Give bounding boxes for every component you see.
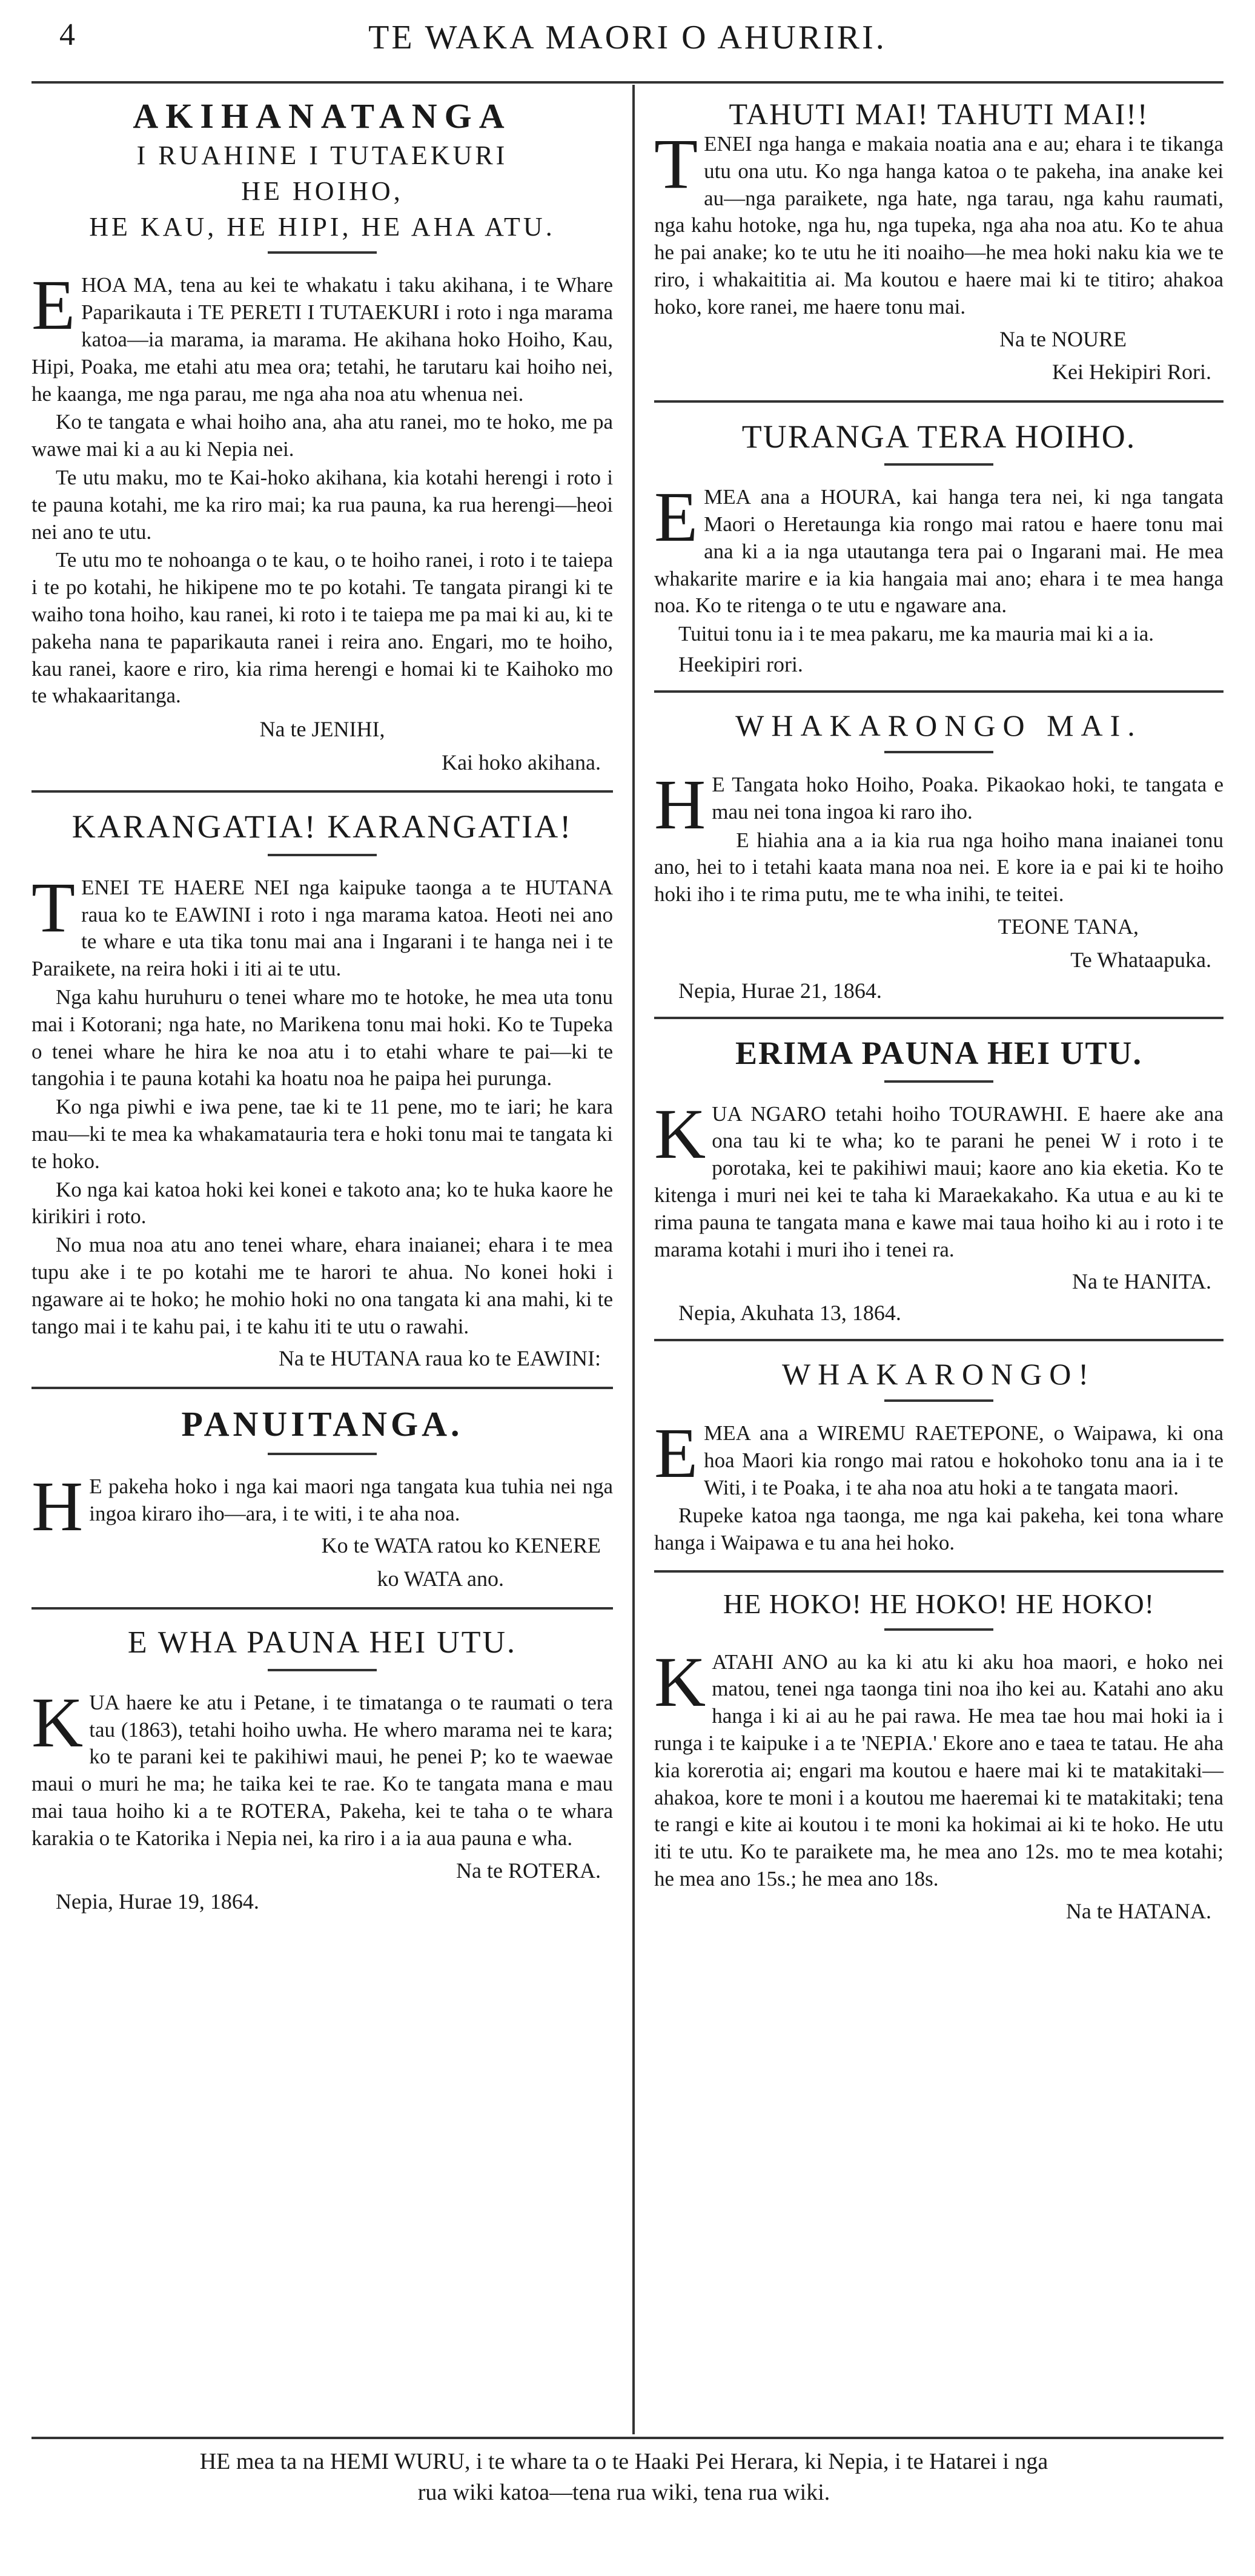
dateline: Nepia, Hurae 21, 1864. [678, 979, 882, 1003]
notice-title: TAHUTI MAI! TAHUTI MAI!! [729, 97, 1149, 131]
notice-whakarongo-mai [654, 708, 1224, 1003]
notice-body [654, 1413, 1224, 1557]
running-head [0, 8, 1255, 63]
signature: Na te HATANA. [1065, 1898, 1211, 1923]
paragraph: Ko nga piwhi e iwa pene, tae ki te 11 pene, mo te iari; he kara mau—ki te mea ka whakamatauria tera e hoki tonu mai te tangata ki te hoko. [31, 1095, 613, 1173]
section-rule [654, 690, 1224, 693]
paragraph: Tuitui tonu ia i te mea pakaru, me ka mauria mai ki a ia. [678, 622, 1154, 646]
drop-cap: K [31, 1682, 84, 1762]
notice-akihanatanga [31, 97, 613, 777]
paragraph: Te utu mo te nohoanga o te kau, o te hoiho ranei, i roto i te taiepa i te po kotahi, he hikipene mo te po kotahi. Te tangata pirangi ki te waiho tona hoiho, kau ranei, ki roto i te taiepa me pa mai ki au, ki te pakeha nana te paparikauta ranei i reira ano. Engari, mo te hoiho, kau ranei, kaore e riro, kia rima herengi e homai ki te Kaihoko mo te whakaaritanga. [31, 548, 613, 708]
short-rule [884, 1628, 993, 1631]
footer-rule [31, 2437, 1224, 2439]
paragraph: UA haere ke atu i Petane, i te timatanga o te raumati o tera tau (1863), tetahi hoiho uwha. He whero marama nei te kara; ko te parani kei te pakihiwi maui, he penei P; ko te waewae maui o muri he ma; he taika kei te rae. Ko te tangata mana e mau mai taua hoiho ki a te ROTERA, Pakeha, kei te taha o te whara karakia o te Katorika i Nepia nei, ka riro i a ia aua pauna e wha. [31, 1690, 613, 1850]
drop-cap: E [31, 265, 76, 345]
notice-body [31, 265, 613, 710]
notice-he-hoko [654, 1588, 1224, 1926]
paragraph: Te utu maku, mo te Kai-hoko akihana, kia kotahi herengi i roto i te pauna kotahi, me ka riro mai; ka rua pauna, ka rua herengi—heoi nei ano te utu. [31, 465, 613, 544]
notice-e-wha-pauna [31, 1625, 613, 1915]
notice-body [654, 124, 1224, 321]
section-rule [31, 790, 613, 793]
notice-body [654, 1642, 1224, 1893]
notice-subtitle: HE KAU, HE HIPI, HE AHA ATU. [89, 211, 555, 242]
section-rule [654, 1017, 1224, 1019]
short-rule [884, 751, 993, 753]
drop-cap: K [654, 1642, 706, 1722]
signature-role: Kai hoko akihana. [442, 750, 601, 774]
section-rule [31, 1607, 613, 1610]
signature-place: Te Whataapuka. [1070, 947, 1211, 972]
notice-title: WHAKARONGO! [781, 1357, 1096, 1392]
column-divider [632, 85, 635, 2434]
notice-title: WHAKARONGO MAI. [735, 708, 1142, 743]
drop-cap: E [654, 477, 698, 557]
signature: Na te NOURE [999, 326, 1127, 351]
dateline: Nepia, Hurae 19, 1864. [56, 1889, 259, 1914]
dateline: Nepia, Akuhata 13, 1864. [678, 1301, 901, 1326]
paragraph: ENEI nga hanga e makaia noatia ana e au; ehara i te tikanga utu ona utu. Ko nga hanga katoa o te pakeha, ina anake kei au—nga paraikete, nga hate, nga tarau, nga kahu raumati, nga kahu hotoke, nga hu, nga tupeka, nga aha noa atu. Ko te ahua he pai anake; ko te utu he iti noaiho—he mea hoki naku kia we te riro, i whakaititia ai. Ma koutou e haere mai ki te titiro; ahakoa hoko, kore ranei, me haere tonu mai. [654, 132, 1224, 319]
section-rule [654, 1339, 1224, 1341]
right-column [654, 91, 1224, 1937]
notice-subtitle: I RUAHINE I TUTAEKURI [136, 140, 508, 170]
notice-title: AKIHANATANGA [133, 96, 512, 136]
drop-cap: H [654, 765, 706, 845]
signature-place: Kei Hekipiri Rori. [1052, 360, 1211, 385]
drop-cap: K [654, 1094, 706, 1174]
short-rule [884, 1399, 993, 1402]
notice-body [654, 1094, 1224, 1264]
imprint-line: HE mea ta na HEMI WURU, i te whare ta o te Haaki Pei Herara, ki Nepia, i te Hatarei i nga [199, 2449, 1048, 2474]
notice-title: PANUITANGA. [181, 1404, 463, 1444]
paragraph: HOA MA, tena au kei te whakatu i taku akihana, i te Whare Paparikauta i TE PERETI I TUTAEKURI i roto i nga marama katoa—ia marama, ia marama. He akihana hoko Hoiho, Kau, Hipi, Poaka, me etahi atu mea ora; tetahi, he tarutaru kai hoiho nei, he kaanga, me nga parau, me nga aha noa atu whenua nei. [31, 273, 613, 406]
short-rule [268, 1669, 377, 1671]
signature: Ko te WATA ratou ko KENERE [321, 1533, 601, 1558]
notice-title: KARANGATIA! KARANGATIA! [71, 808, 573, 845]
signature: Heekipiri rori. [678, 652, 803, 677]
signature: Na te HANITA. [1071, 1269, 1211, 1294]
notice-title: HE HOKO! HE HOKO! HE HOKO! [723, 1588, 1155, 1620]
paragraph: MEA ana a HOURA, kai hanga tera nei, ki nga tangata Maori o Heretaunga kia rongo mai ratou e haere tonu mai ana ki a ia nga utautanga tera pai o Ingarani mai. He mea whakarite marire e ia kia hangaia mai ano; ehara i te mea hanga noa. Ko te ritenga o te utu e ngaware ana. [654, 485, 1224, 618]
short-rule [884, 1080, 993, 1083]
notice-title: ERIMA PAUNA HEI UTU. [735, 1035, 1143, 1072]
notice-tahuti-mai [654, 97, 1224, 387]
section-rule [654, 400, 1224, 403]
paragraph: MEA ana a WIREMU RAETEPONE, o Waipawa, ki ona hoa Maori kia rongo mai ratou e hokohoko tonu ana ia i te Witi, i te Poaka, i te aha noa atu hoki a te tangata maori. [704, 1421, 1224, 1499]
paragraph: Ko nga kai katoa hoki kei konei e takoto ana; ko te huka kaore he kirikiri i roto. [31, 1177, 613, 1229]
notice-body [31, 1682, 613, 1852]
paragraph: UA NGARO tetahi hoiho TOURAWHI. E haere ake ana ona tau ki te wha; ko te parani he penei W i roto i te porotaka, kei te pakihiwi maui; kaore ano kia eketia. Ko te kitenga i muri nei kei te taha ki Maraekakaho. Ka utua e au ki te rima pauna te tangata mana e kawe mai taua hoiho ki au i roto i te marama kotahi i muri iho i tenei ra. [654, 1101, 1224, 1261]
signature: Na te HUTANA raua ko te EAWINI: [278, 1346, 601, 1371]
notice-body [31, 867, 613, 1341]
notice-erima-pauna [654, 1035, 1224, 1326]
printer-imprint [48, 2446, 1199, 2509]
short-rule [268, 1453, 377, 1455]
left-column [31, 91, 613, 1925]
paragraph: Ko te tangata e whai hoiho ana, aha atu ranei, mo te hoko, me pa wawe mai ki a au ki Nepia nei. [31, 410, 613, 461]
short-rule [268, 251, 377, 254]
drop-cap: E [654, 1413, 698, 1493]
paragraph: E pakeha hoko i nga kai maori nga tangata kua tuhia nei nga ingoa kiraro iho—ara, i te witi, i te aha noa. [89, 1474, 613, 1525]
paragraph: E Tangata hoko Hoiho, Poaka. Pikaokao hoki, te tangata e mau nei tona ingoa ki raro iho. [712, 773, 1224, 824]
paragraph: No mua noa atu ano tenei whare, ehara inaianei; ehara i te mea tupu ake i te po kotahi me te harori te ahua. No konei hoki i ngaware ai te hoko; he mohio hoki no ona tangata ki ana mahi, ki te tango mai i te kahu pai, i te kahu iti te utu o rawahi. [31, 1233, 613, 1338]
paragraph: Rupeke katoa nga taonga, me nga kai pakeha, kei tona whare hanga i Waipawa e tu ana hei hoko. [654, 1504, 1224, 1555]
drop-cap: T [654, 124, 698, 203]
section-rule [654, 1570, 1224, 1573]
section-rule [31, 1387, 613, 1389]
notice-title: E WHA PAUNA HEI UTU. [127, 1625, 517, 1660]
header-rule [31, 81, 1224, 84]
notice-karangatia [31, 808, 613, 1373]
paragraph: ATAHI ANO au ka ki atu ki aku hoa maori, e hoko nei matou, tenei nga taonga tini noa iho kei au. Katahi ano aku hanga i ki ai au he pai rawa. He mea tae hou mai hoki ia i runga i te kaipuke i a te 'NEPIA.' Ekore ano e taea te tatau. He aha kia korerotia ai; engari ma koutou e haere mai ki te matakitaki—ahakoa, kore te moni i a koutou me haeremai ki te matakitaki; tena te rangi e kite ai koutou i te moni ka hokimai ai ki te hoko. He utu iti te utu. Ko te paraikete ma, he mea ano 12s. mo te mea kotahi; he mea ano 15s.; he mea ano 18s. [654, 1650, 1224, 1891]
notice-body [654, 765, 1224, 908]
signature: Na te ROTERA. [456, 1858, 601, 1883]
notice-whakarongo [654, 1357, 1224, 1557]
notice-subtitle: HE HOIHO, [241, 176, 403, 206]
paragraph: Nga kahu huruhuru o tenei whare mo te hotoke, he mea uta tonu mai i Kotorani; nga hate, no Marikena tonu mai hoki. Ko te Tupeka o tenei whare he hira ke noa atu i to etahi whare te pai—ki te tangohia i te pauna kotahi ka hoatu noa he paipa hei purunga. [31, 985, 613, 1091]
notice-turanga-tera-hoiho [654, 418, 1224, 677]
page-number: 4 [59, 18, 75, 52]
notice-body [654, 477, 1224, 648]
paragraph: E hiahia ana a ia kia rua nga hoiho mana inaianei tonu ano, hei to i tetahi kaata mana noa nei. E kore ia e pai ki te hoiho hoki iho i te rima putu, me te wha inihi, te teitei. [654, 828, 1224, 907]
signature: Na te JENIHI, [259, 717, 385, 742]
signature: TEONE TANA, [998, 914, 1139, 939]
signature: ko WATA ano. [377, 1567, 504, 1591]
notice-title: TURANGA TERA HOIHO. [741, 418, 1136, 455]
paragraph: ENEI TE HAERE NEI nga kaipuke taonga a te HUTANA raua ko te EAWINI i roto i nga marama katoa. Heoti nei ano te whare e uta tika tonu mai ana i Ingarani i te hanga nei i te Paraikete, na reira hoki i iti ai te utu. [31, 875, 613, 981]
drop-cap: T [31, 867, 76, 947]
paper-title: TE WAKA MAORI O AHURIRI. [368, 19, 887, 56]
short-rule [884, 463, 993, 466]
imprint-line: rua wiki katoa—tena rua wiki, tena rua wiki. [417, 2480, 830, 2506]
notice-panuitanga [31, 1405, 613, 1594]
drop-cap: H [31, 1466, 84, 1546]
short-rule [268, 854, 377, 856]
